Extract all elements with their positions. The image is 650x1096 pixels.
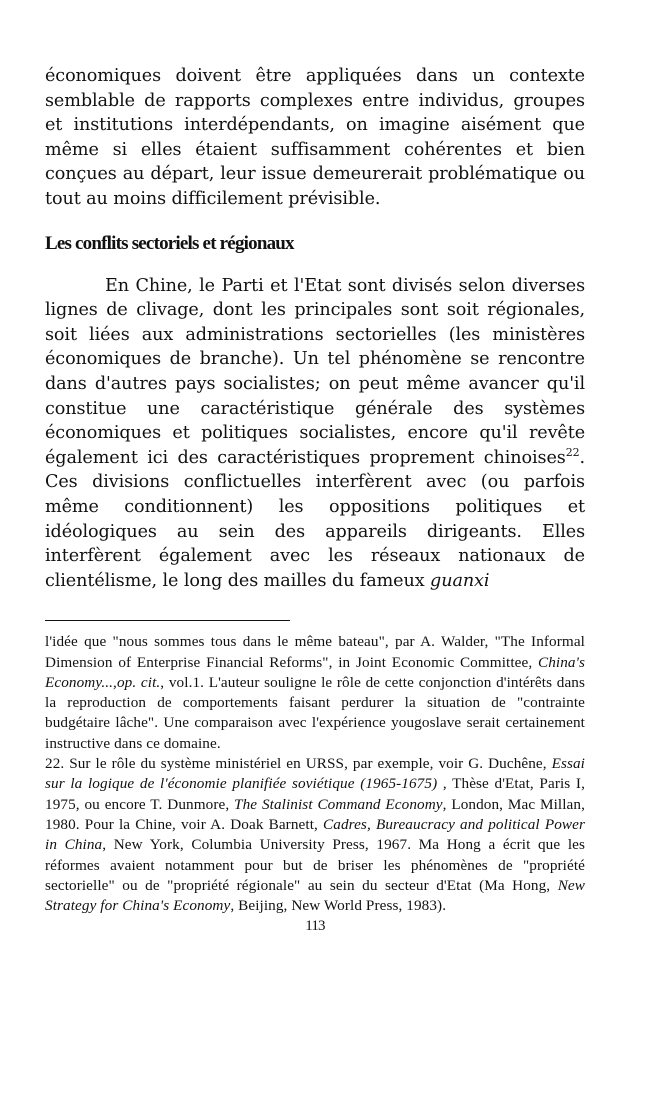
footnote-continued <box>45 632 585 754</box>
footnote-title: Essai sur la logique de l'économie planifiée soviétique (1965-1675) <box>45 755 585 793</box>
section-heading: Les conflits sectoriels et régionaux <box>45 232 294 254</box>
footnote-reference[interactable]: 22 <box>565 445 580 459</box>
footnote-text: , Beijing, New World Press, 1983). <box>230 897 447 915</box>
paragraph-continued: économiques doivent être appliquées dans un contexte semblable de rapports complexes entre individus, groupes et institutions interdépendants, on imagine aisément que même si elles étaient suffisamment cohérentes et bien conçues au départ, leur issue demeurerait problématique ou tout au moins difficilement prévisible. <box>45 66 585 209</box>
paragraph-text: . Ces divisions conflictuelles interfèrent avec (ou parfois même conditionnent) les oppositions politiques et idéologiques au sein des appareils dirigeants. Elles interfèrent également avec les réseaux nationaux de clientélisme, le long des mailles du fameux <box>45 447 585 591</box>
footnote-text: , Thèse d'Etat, Paris I, 1975, ou encore T. Dunmore, <box>45 775 585 813</box>
italic-term: guanxi <box>430 570 490 591</box>
footnote-divider <box>45 620 290 621</box>
footnote-title: Cadres, Bureaucracy and political Power in China <box>45 815 585 854</box>
page-number: 113 <box>305 918 325 935</box>
footnote-text: , London, Mac Millan, 1980. Pour la Chine, voir A. Doak Barnett, <box>45 795 585 833</box>
footnote-text: l'idée que "nous sommes tous dans le même bateau", par A. Walder, "The Informal Dimension of Enterprise Financial Reforms", in Joint Economic Committee, <box>45 633 585 671</box>
footnote-title: China's Economy...,op. cit. <box>45 653 585 691</box>
footnote-22 <box>45 754 585 916</box>
book-page <box>45 64 585 935</box>
footnote-title: New Strategy for China's Economy <box>45 876 585 915</box>
footnote-text: , New York, Columbia University Press, 1967. Ma Hong a écrit que les réformes avaient notamment pour but de briser les phénomènes de "propriété sectorielle" ou de "propriété régionale" au sein du secteur d'Etat (Ma Hong, <box>45 836 585 894</box>
paragraph-conflicts <box>45 274 585 594</box>
footnote-title: The Stalinist Command Economy <box>234 795 443 813</box>
footnote-text: , vol.1. L'auteur souligne le rôle de cette conjonction d'intérêts dans la reproduction de comportements faisant perdurer la situation de "contrainte budgétaire lâche". Une comparaison avec l'expérience yougoslave serait certainement instructive dans ce domaine. <box>45 673 586 752</box>
paragraph-text: En Chine, le Parti et l'Etat sont divisés selon diverses lignes de clivage, dont les principales sont soit régionales, soit liées aux administrations sectorielles (les ministères économiques de branche). Un tel phénomène se rencontre dans d'autres pays socialistes; on peut même avancer qu'il constitue une caractéristique générale des systèmes économiques et politiques socialistes, encore qu'il revête également ici des caractéristiques proprement chinoises <box>45 275 585 468</box>
footnote-text: 22. Sur le rôle du système ministériel en URSS, par exemple, voir G. Duchêne, <box>45 755 552 773</box>
